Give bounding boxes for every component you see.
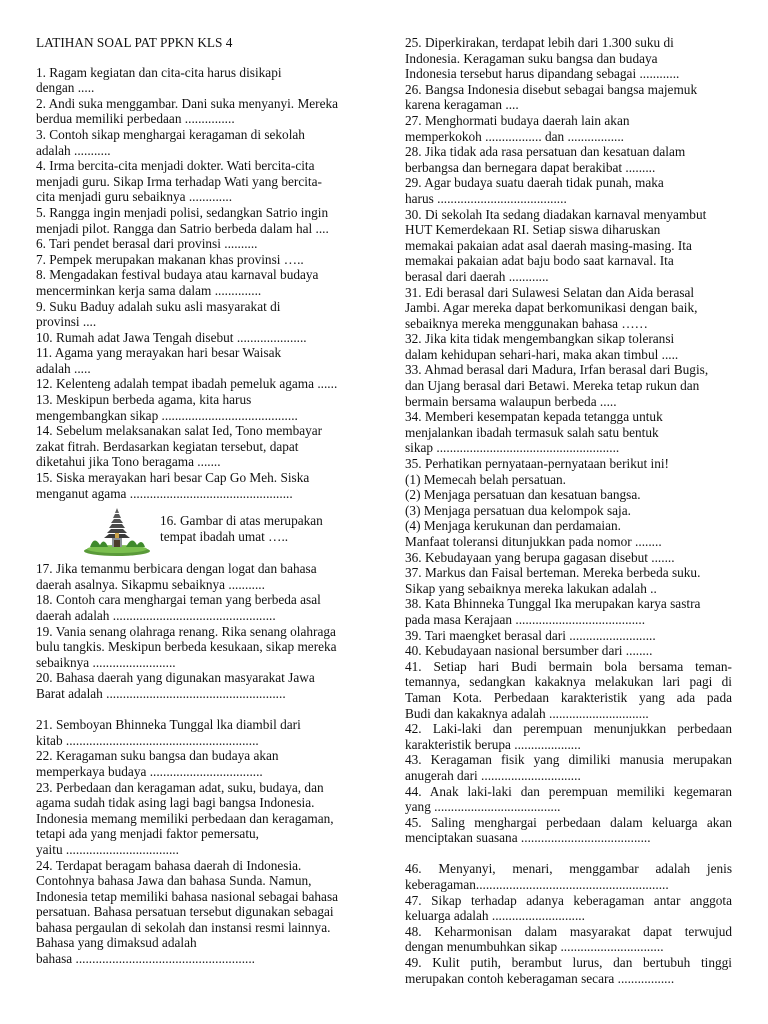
questions-46-49 [405,861,732,986]
question-line: dengan menumbuhkan sikap ............................... [405,939,664,955]
question-line: cita menjadi guru sebaiknya ............. [36,189,233,205]
question-line: HUT Kemerdekaan RI. Setiap siswa diharuskan [405,222,661,238]
question-line: 37. Markus dan Faisal berteman. Mereka berbeda suku. [405,565,701,581]
question-line: bahasa pergaulan di sekolah dan instansi resmi lainnya. [36,919,331,935]
question-line: menjadi pilot. Rangga dan Satrio berbeda dalam hal .... [36,220,329,236]
questions-25-40 [405,35,732,659]
question-line: Indonesia tersebut harus dipandang sebagai ............ [405,66,680,82]
question-line: menciptakan suasana ....................................... [405,830,651,846]
question-line: memperkaya budaya .................................. [36,763,263,779]
question-line: pada masa Kerajaan ....................................... [405,611,646,627]
question-line: 20. Bahasa daerah yang digunakan masyarakat Jawa [36,670,315,686]
question-line: karena keragaman .... [405,97,519,113]
question-line: sebaiknya ......................... [36,654,176,670]
question-line: memakai pakaian adat asal daerah masing-masing. Ita [405,237,692,253]
question-line: 31. Edi berasal dari Sulawesi Selatan dan Aida berasal [405,284,695,300]
question-line: 32. Jika kita tidak mengembangkan sikap toleransi [405,331,675,347]
worksheet-title: LATIHAN SOAL PAT PPKN KLS 4 [36,35,233,50]
question-line: 9. Suku Baduy adalah suku asli masyarakat di [36,298,281,314]
question-line: 40. Kebudayaan nasional bersumber dari ........ [405,643,653,659]
question-line: 27. Menghormati budaya daerah lain akan [405,112,630,128]
question-line: yaitu .................................. [36,841,179,857]
question-line: 42. Laki-laki dan perempuan menunjukkan perbedaan [405,721,732,737]
question-line: 13. Meskipun berbeda agama, kita harus [36,392,252,408]
question-line: (1) Memecah belah persatuan. [405,471,566,487]
question-line: zakat fitrah. Berdasarkan kegiatan tersebut, dapat [36,438,299,454]
question-line: Budi dan kakaknya adalah .............................. [405,705,649,721]
question-line: adalah ........... [36,142,111,158]
question-line: 47. Sikap terhadap adanya keberagaman antar anggota [405,892,732,908]
question-line: 30. Di sekolah Ita sedang diadakan karnaval menyambut [405,206,707,222]
question-line: provinsi .... [36,314,97,330]
question-line: dalam kehidupan sehari-hari, maka akan timbul ..... [405,346,679,362]
question-line: menjadi guru. Sikap Irma terhadap Wati yang bercita- [36,173,322,189]
question-line: temannya, sedangkan kakaknya melakukan lari pagi di [405,674,732,690]
questions-1-15 [36,65,362,502]
question-16-line: tempat ibadah umat ….. [160,528,289,544]
question-line: 21. Semboyan Bhinneka Tunggal lka diambil dari [36,717,301,733]
questions-17-20 [36,561,362,701]
question-line: sikap ....................................................... [405,440,620,456]
question-line: memperkokoh ................. dan ................. [405,128,625,144]
question-line: (3) Menjaga persatuan dua kelompok saja. [405,502,631,518]
question-line: mengembangkan sikap ......................................... [36,407,298,423]
question-line: 35. Perhatikan pernyataan-pernyataan berikut ini! [405,456,669,472]
question-line: memakai pakaian adat baju bodo saat karnaval. Ita [405,253,674,269]
question-line: agama sudah tidak asing lagi bagi bangsa Indonesia. [36,795,315,811]
question-line: daerah asalnya. Sikapmu sebaiknya ........... [36,576,265,592]
question-line: 3. Contoh sikap menghargai keragaman di sekolah [36,126,305,142]
question-line: dan Ujang berasal dari Betawi. Mereka tetap rukun dan [405,378,700,394]
question-line: 18. Contoh cara menghargai teman yang berbeda asal [36,592,321,608]
question-line: Indonesia. Keragaman suku bangsa dan budaya [405,50,658,66]
question-line: karakteristik berupa .................... [405,736,581,752]
question-line: 14. Sebelum melaksanakan salat Ied, Tono membayar [36,423,323,439]
question-16 [36,505,362,557]
question-line: 1. Ragam kegiatan dan cita-cita harus disikapi [36,64,282,80]
question-line: 26. Bangsa Indonesia disebut sebagai bangsa majemuk [405,81,698,97]
question-line: 17. Jika temanmu berbicara dengan logat dan bahasa [36,561,317,577]
question-line: 7. Pempek merupakan makanan khas provinsi ….. [36,251,304,267]
question-line: merupakan contoh keberagaman secara ................. [405,970,675,986]
question-line: yang ...................................... [405,799,561,815]
question-line: 24. Terdapat beragam bahasa daerah di Indonesia. [36,857,302,873]
question-line: 8. Mengadakan festival budaya atau karnaval budaya [36,267,319,283]
question-line: berasal dari daerah ............ [405,268,549,284]
question-line: 45. Saling menghargai perbedaan dalam keluarga akan [405,814,732,830]
question-line: Bahasa yang dimaksud adalah [36,935,197,951]
question-line: 43. Keragaman fisik yang dimiliki manusia merupakan [405,752,732,768]
question-line: persatuan. Bahasa persatuan tersebut digunakan sebagai [36,904,334,920]
question-line: 4. Irma bercita-cita menjadi dokter. Wati bercita-cita [36,158,315,174]
question-line: adalah ..... [36,360,91,376]
question-line: 41. Setiap hari Budi bermain bola bersama teman- [405,658,732,674]
question-line: 10. Rumah adat Jawa Tengah disebut ..................... [36,329,307,345]
question-line: Barat adalah ...................................................... [36,685,286,701]
question-16-line: 16. Gambar di atas merupakan [160,513,323,529]
question-line: Indonesia memang memiliki perbedaan dan keragaman, [36,810,334,826]
question-line: dengan ..... [36,80,95,96]
question-line: 25. Diperkirakan, terdapat lebih dari 1.300 suku di [405,35,674,50]
question-line: 44. Anak laki-laki dan perempuan memiliki kegemaran [405,783,732,799]
questions-41-45 [405,659,732,846]
question-line: 11. Agama yang merayakan hari besar Waisak [36,345,282,361]
left-column [36,35,362,967]
question-line: menjalankan ibadah termasuk salah satu bentuk [405,424,659,440]
question-line: 49. Kulit putih, berambut lurus, dan bertubuh tinggi [405,955,732,971]
question-line: Indonesia tetap memiliki bahasa nasional sebagai bahasa [36,888,339,904]
temple-pura-image [82,505,152,557]
question-line: daerah adalah ................................................. [36,608,276,623]
question-line: 15. Siska merayakan hari besar Cap Go Meh. Siska [36,470,310,486]
question-line: 46. Menyanyi, menari, menggambar adalah jenis [405,861,732,877]
right-column [405,35,732,986]
question-line: harus ....................................... [405,190,567,206]
question-line: diketahui jika Tono beragama ....... [36,454,221,470]
question-line: keberagaman.......................................................... [405,877,669,893]
question-line: 6. Tari pendet berasal dari provinsi .......... [36,236,258,252]
question-line: 48. Keharmonisan dalam masyarakat dapat terwujud [405,923,732,939]
question-line: bahasa ...................................................... [36,951,256,967]
question-line: 33. Ahmad berasal dari Madura, Irfan berasal dari Bugis, [405,362,709,378]
question-line: sebaiknya mereka menggunakan bahasa …… [405,315,648,331]
question-line: 34. Memberi kesempatan kepada tetangga untuk [405,409,663,425]
question-line: 19. Vania senang olahraga renang. Rika senang olahraga [36,623,336,639]
question-line: 22. Keragaman suku bangsa dan budaya akan [36,748,279,764]
question-line: 2. Andi suka menggambar. Dani suka menyanyi. Mereka [36,95,339,111]
question-line: keluarga adalah ............................ [405,908,585,924]
question-line: bulu tangkis. Meskipun berbeda kesukaan, sikap mereka [36,639,337,655]
question-line: berdua memiliki perbedaan ............... [36,111,235,127]
question-line: Contohnya bahasa Jawa dan bahasa Sunda. Namun, [36,873,312,889]
question-line: 39. Tari maengket berasal dari .......................... [405,627,656,643]
question-line: kitab .......................................................... [36,732,259,748]
question-line: 38. Kata Bhinneka Tunggal Ika merupakan karya sastra [405,596,701,612]
question-line: 29. Agar budaya suatu daerah tidak punah, maka [405,175,664,191]
question-line: Manfaat toleransi ditunjukkan pada nomor ........ [405,534,662,549]
question-line: 28. Jika tidak ada rasa persatuan dan kesatuan dalam [405,144,686,160]
question-line: 36. Kebudayaan yang berupa gagasan disebut ....... [405,549,675,565]
question-line: (4) Menjaga kerukunan dan perdamaian. [405,518,621,534]
question-line: bermain bersama walaupun berbeda ..... [405,393,617,409]
question-line: Jambi. Agar mereka dapat berkomunikasi dengan baik, [405,300,698,316]
question-line: anugerah dari .............................. [405,767,581,783]
question-line: berbangsa dan bernegara dapat berakibat ......... [405,159,656,175]
question-line: mencerminkan kerja sama dalam .............. [36,282,262,298]
question-line: Taman Kota. Perbedaan karakteristik yang ada pada [405,689,732,705]
question-line: menganut agama ................................................. [36,485,293,501]
questions-21-24 [36,717,362,967]
question-line: tetapi ada yang menjadi faktor pemersatu, [36,826,260,842]
question-line: 12. Kelenteng adalah tempat ibadah pemeluk agama ...... [36,376,338,392]
question-line: 23. Perbedaan dan keragaman adat, suku, budaya, dan [36,779,324,795]
question-line: Sikap yang sebaiknya mereka lakukan adalah .. [405,580,657,596]
question-line: 5. Rangga ingin menjadi polisi, sedangkan Satrio ingin [36,204,329,220]
question-line: (2) Menjaga persatuan dan kesatuan bangsa. [405,487,641,503]
